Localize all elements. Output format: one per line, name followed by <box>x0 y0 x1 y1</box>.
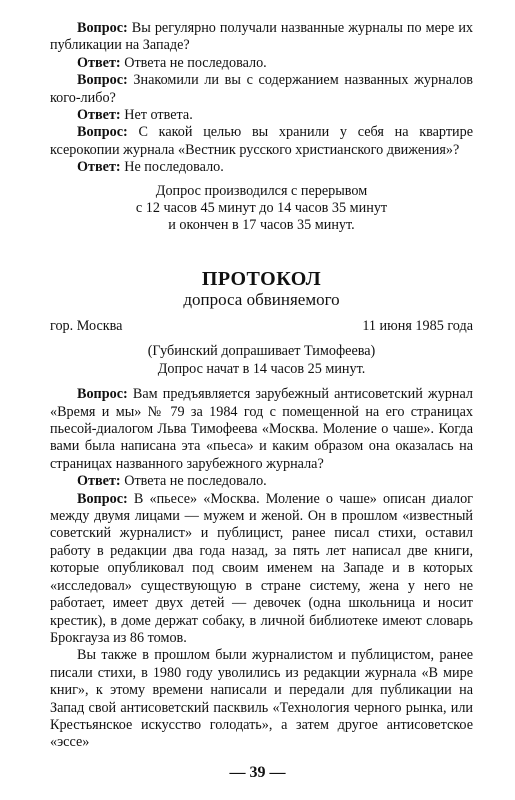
answer-paragraph <box>50 55 473 72</box>
protocol-subtitle: допроса обвиняемого <box>183 290 340 309</box>
place-date-row <box>50 318 473 335</box>
question-label: Вопрос: <box>77 124 128 141</box>
question-label: Вопрос: <box>77 490 128 507</box>
answer-text: Нет ответа. <box>124 107 193 124</box>
question-text: С какой целью вы хранили у себя на квартире ксерокопии журнала «Вестник русского христианского движения»? <box>50 124 474 158</box>
question-label: Вопрос: <box>77 386 128 403</box>
body-paragraph: Вы также в прошлом были журналистом и публицистом, ранее писали стихи, в 1980 году уволились из редакции журнала «В мире книг», к этому времени написали и передали для публикации на Запад свой антисоветский пасквиль «Технология черного рынка, или Крестьянское искусство голодать», а затем другое антисоветское «эссе» <box>50 647 473 751</box>
question-label: Вопрос: <box>77 20 128 36</box>
question-text: В «пьесе» «Москва. Моление о чаше» описан диалог между двумя лицами — мужем и женой. Он в прошлом «известный советский журналист» и публицист, ранее писал стихи, оставил работу в редакции два года назад, за пять лет написал две книги, которые опубликовал под своим именем на Западе и в которых «исследовал» существующую в стране систему, жена у него не работает, имеет двух детей — девочек (одна школьница и носит крестик), в доме держат собаку, в личной библиотеке имеют словарь Брокгауза из 86 томов. <box>50 490 474 646</box>
question-text: Знакомили ли вы с содержанием названных журналов кого-либо? <box>50 72 474 106</box>
break-note-line: Допрос производился с перерывом <box>155 182 368 199</box>
question-paragraph <box>50 386 473 473</box>
protocol-section <box>50 268 473 752</box>
question-text: Вам предъявляется зарубежный антисоветский журнал «Время и мы» № 79 за 1984 год с помещенной на его страницах пьесой-диалогом Льва Тимофеева «Москва. Моление о чаше». Когда вами была написана эта «пьеса» и каким образом она оказалась на страницах названного зарубежного журнала? <box>50 386 474 472</box>
previous-interrogation-end <box>50 20 473 235</box>
answer-label: Ответ: <box>77 54 121 71</box>
question-text: Вы регулярно получали названные журналы по мере их публикации на Западе? <box>50 20 474 54</box>
question-label: Вопрос: <box>77 72 128 89</box>
break-note-line: и окончен в 17 часов 35 минут. <box>168 217 355 234</box>
question-paragraph <box>50 72 473 107</box>
page-number: — 39 — <box>229 764 286 781</box>
answer-text: Не последовало. <box>124 159 224 176</box>
answer-text: Ответа не последовало. <box>124 54 267 71</box>
question-paragraph <box>50 491 473 648</box>
answer-paragraph <box>50 159 473 176</box>
answer-label: Ответ: <box>77 159 121 176</box>
protocol-note-line: (Губинский допрашивает Тимофеева) <box>147 343 376 360</box>
protocol-city: гор. Москва <box>50 318 123 334</box>
break-note-line: с 12 часов 45 минут до 14 часов 35 минут <box>135 200 388 217</box>
question-paragraph <box>50 124 473 159</box>
answer-label: Ответ: <box>77 107 121 124</box>
answer-label: Ответ: <box>77 473 121 490</box>
question-paragraph <box>50 20 473 55</box>
protocol-title: ПРОТОКОЛ <box>201 268 322 290</box>
answer-paragraph <box>50 107 473 124</box>
protocol-note-line: Допрос начат в 14 часов 25 минут. <box>157 360 366 377</box>
answer-paragraph <box>50 473 473 490</box>
answer-text: Ответа не последовало. <box>124 473 267 490</box>
protocol-date: 11 июня 1985 года <box>362 318 473 334</box>
